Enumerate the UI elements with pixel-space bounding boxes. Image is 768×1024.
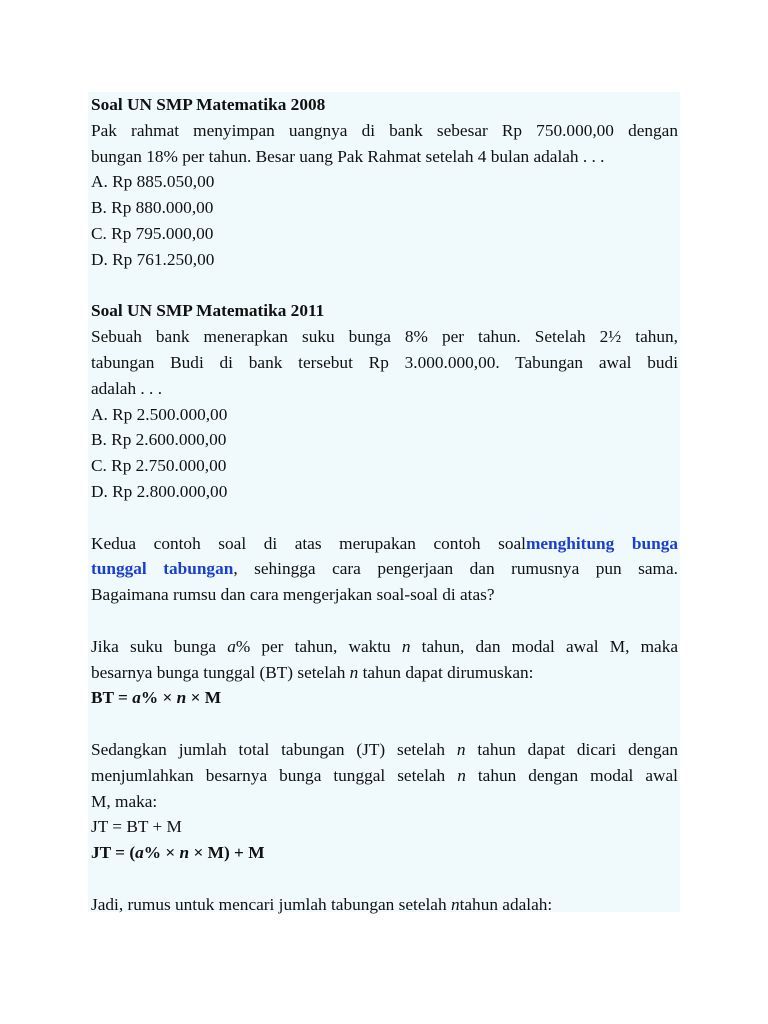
bunga-tunggal-link[interactable]: tunggal tabungan xyxy=(91,559,234,579)
total-paragraph-line: M, maka: xyxy=(91,791,158,811)
question-text: adalah . . . xyxy=(91,378,163,398)
intro-paragraph-line: Kedua contoh soal di atas merupakan contoh soalmenghitung bunga xyxy=(91,533,678,553)
answer-option: B. Rp 880.000,00 xyxy=(91,198,214,218)
formula-jt: JT = (a% × n × M) + M xyxy=(91,843,265,863)
answer-option: C. Rp 2.750.000,00 xyxy=(91,456,227,476)
bunga-tunggal-link[interactable]: menghitung bunga xyxy=(525,533,678,553)
answer-option: A. Rp 885.050,00 xyxy=(91,172,215,192)
total-paragraph-line: Sedangkan jumlah total tabungan (JT) setelah n tahun dapat dicari dengan xyxy=(91,739,678,759)
question-text: Sebuah bank menerapkan suku bunga 8% per tahun. Setelah 2½ tahun, xyxy=(91,327,678,347)
question-text: Pak rahmat menyimpan uangnya di bank sebesar Rp 750.000,00 dengan xyxy=(91,120,678,140)
intro-paragraph-line: tunggal tabungan, sehingga cara pengerjaan dan rumusnya pun sama. xyxy=(91,559,678,579)
formula-bt: BT = a% × n × M xyxy=(91,688,222,708)
answer-option: D. Rp 2.800.000,00 xyxy=(91,481,228,501)
answer-option: C. Rp 795.000,00 xyxy=(91,223,214,243)
answer-option: B. Rp 2.600.000,00 xyxy=(91,430,227,450)
intro-paragraph-line: Bagaimana rumsu dan cara mengerjakan soal-soal di atas? xyxy=(91,585,495,605)
formula-paragraph-line: Jika suku bunga a% per tahun, waktu n tahun, dan modal awal M, maka xyxy=(91,636,679,656)
total-paragraph-line: menjumlahkan besarnya bunga tunggal setelah n tahun dengan modal awal xyxy=(91,765,678,785)
answer-option: A. Rp 2.500.000,00 xyxy=(91,404,228,424)
answer-option: D. Rp 761.250,00 xyxy=(91,249,215,269)
formula-jt-simple: JT = BT + M xyxy=(91,817,182,837)
formula-paragraph-line: besarnya bunga tunggal (BT) setelah n tahun dapat dirumuskan: xyxy=(91,662,534,682)
question-text: bungan 18% per tahun. Besar uang Pak Rahmat setelah 4 bulan adalah . . . xyxy=(91,146,605,166)
document-body xyxy=(91,92,678,918)
section-heading-2008: Soal UN SMP Matematika 2008 xyxy=(91,95,326,114)
section-heading-2011: Soal UN SMP Matematika 2011 xyxy=(91,301,325,321)
question-text: tabungan Budi di bank tersebut Rp 3.000.000,00. Tabungan awal budi xyxy=(91,352,678,372)
final-paragraph-line: Jadi, rumus untuk mencari jumlah tabungan setelah ntahun adalah: xyxy=(91,894,553,914)
